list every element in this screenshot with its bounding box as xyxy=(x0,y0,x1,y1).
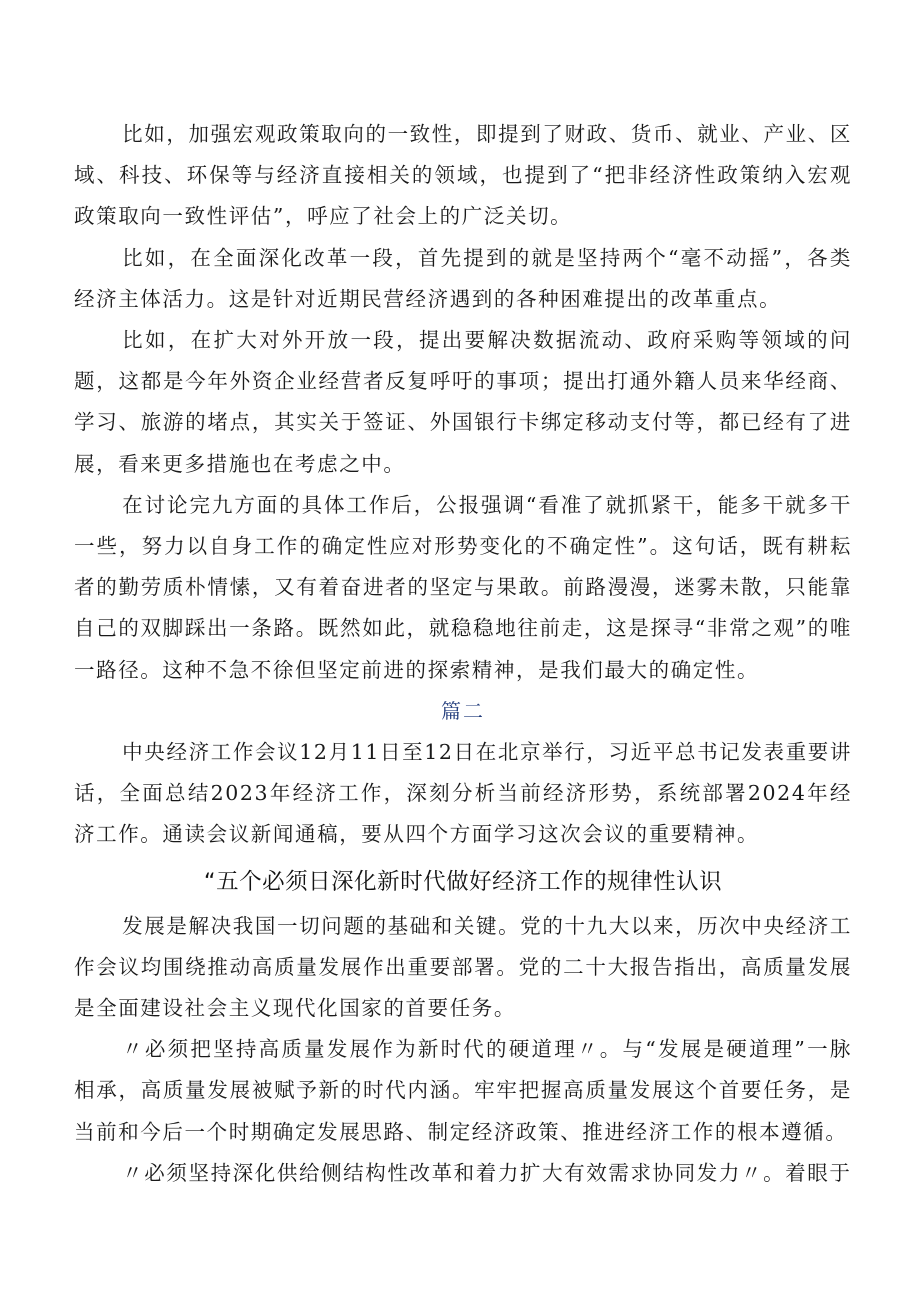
section-label: 篇二 xyxy=(441,698,485,723)
paragraph: 比如，在扩大对外开放一段，提出要解决数据流动、政府采购等领域的问题，这都是今年外资企业经营者反复呼吁的事项；提出打通外籍人员来华经商、学习、旅游的堵点，其实关于签证、外国银行卡绑定移动支付等，都已经有了进展，看来更多措施也在考虑之中。 xyxy=(74,328,852,476)
paragraph: 在讨论完九方面的具体工作后，公报强调“看准了就抓紧干，能多干就多干一些，努力以自身工作的确定性应对形势变化的不确定性”。这句话，既有耕耘者的勤劳质朴情愫，又有着奋进者的坚定与果敢。前路漫漫，迷雾未散，只能靠自己的双脚踩出一条路。既然如此，就稳稳地往前走，这是探寻“非常之观”的唯一路径。这种不急不徐但坚定前进的探索精神，是我们最大的确定性。 xyxy=(74,492,852,682)
paragraph: 〃必须把坚持高质量发展作为新时代的硬道理〃。与“发展是硬道理”一脉相承，高质量发展被赋予新的时代内涵。牢牢把握高质量发展这个首要任务，是当前和今后一个时期确定发展思路、制定经济政策、推进经济工作的根本遵循。 xyxy=(74,1037,852,1144)
paragraph: 〃必须坚持深化供给侧结构性改革和着力扩大有效需求协同发力〃。着眼于 xyxy=(122,1160,852,1185)
paragraph: 比如，在全面深化改革一段，首先提到的就是坚持两个“毫不动摇”，各类经济主体活力。这是针对近期民营经济遇到的各种困难提出的改革重点。 xyxy=(74,245,852,311)
document-body xyxy=(74,114,852,1194)
section-heading: “五个必须日深化新时代做好经济工作的规律性认识 xyxy=(203,868,723,895)
paragraph: 发展是解决我国一切问题的基础和关键。党的十九大以来，历次中央经济工作会议均围绕推动高质量发展作出重要部署。党的二十大报告指出，高质量发展是全面建设社会主义现代化国家的首要任务。 xyxy=(74,913,852,1021)
paragraph: 比如，加强宏观政策取向的一致性，即提到了财政、货币、就业、产业、区域、科技、环保等与经济直接相关的领域，也提到了“把非经济性政策纳入宏观政策取向一致性评估”，呼应了社会上的广泛关切。 xyxy=(74,122,852,229)
paragraph: 中央经济工作会议12月11日至12日在北京举行，习近平总书记发表重要讲话，全面总结2023年经济工作，深刻分析当前经济形势，系统部署2024年经济工作。通读会议新闻通稿，要从四个方面学习这次会议的重要精神。 xyxy=(74,740,852,847)
